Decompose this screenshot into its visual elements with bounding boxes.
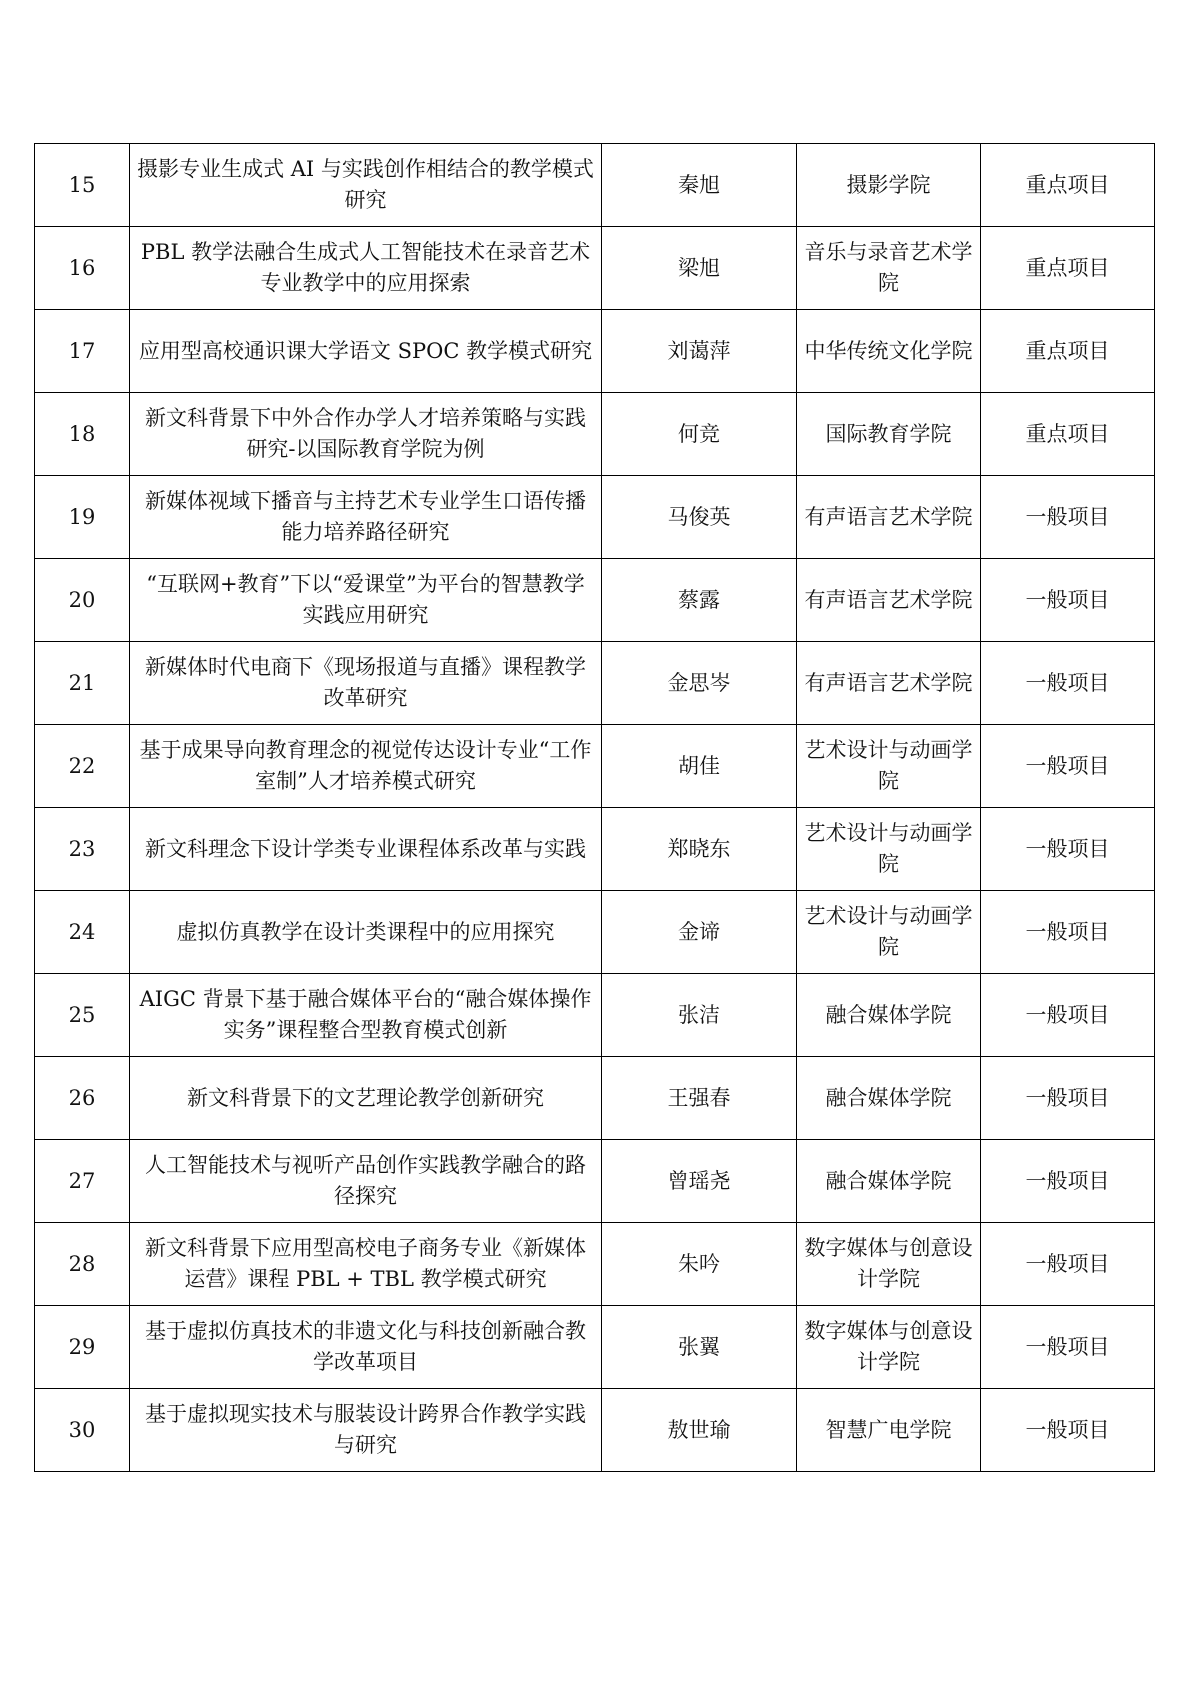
project-level: 一般项目 xyxy=(981,476,1155,559)
project-title: 基于虚拟仿真技术的非遗文化与科技创新融合教学改革项目 xyxy=(130,1306,602,1389)
table-row xyxy=(35,642,1155,725)
project-title: 虚拟仿真教学在设计类课程中的应用探究 xyxy=(130,891,602,974)
college-name: 艺术设计与动画学院 xyxy=(797,725,981,808)
row-number: 16 xyxy=(35,227,130,310)
project-leader: 朱吟 xyxy=(602,1223,797,1306)
row-number: 21 xyxy=(35,642,130,725)
project-title: 摄影专业生成式 AI 与实践创作相结合的教学模式研究 xyxy=(130,144,602,227)
row-number: 19 xyxy=(35,476,130,559)
project-title: AIGC 背景下基于融合媒体平台的“融合媒体操作实务”课程整合型教育模式创新 xyxy=(130,974,602,1057)
project-level: 重点项目 xyxy=(981,393,1155,476)
table-row xyxy=(35,1057,1155,1140)
table-row xyxy=(35,1389,1155,1472)
project-title: 基于虚拟现实技术与服装设计跨界合作教学实践与研究 xyxy=(130,1389,602,1472)
college-name: 融合媒体学院 xyxy=(797,1057,981,1140)
project-level: 一般项目 xyxy=(981,1140,1155,1223)
project-title: 新文科理念下设计学类专业课程体系改革与实践 xyxy=(130,808,602,891)
project-leader: 刘蔼萍 xyxy=(602,310,797,393)
project-leader: 秦旭 xyxy=(602,144,797,227)
project-table xyxy=(34,143,1155,1472)
row-number: 29 xyxy=(35,1306,130,1389)
project-level: 一般项目 xyxy=(981,1223,1155,1306)
table-row xyxy=(35,476,1155,559)
row-number: 26 xyxy=(35,1057,130,1140)
project-level: 一般项目 xyxy=(981,974,1155,1057)
project-title: 新文科背景下应用型高校电子商务专业《新媒体运营》课程 PBL + TBL 教学模式研究 xyxy=(130,1223,602,1306)
college-name: 国际教育学院 xyxy=(797,393,981,476)
project-leader: 敖世瑜 xyxy=(602,1389,797,1472)
college-name: 有声语言艺术学院 xyxy=(797,476,981,559)
project-level: 重点项目 xyxy=(981,227,1155,310)
table-row xyxy=(35,393,1155,476)
project-title: 基于成果导向教育理念的视觉传达设计专业“工作室制”人才培养模式研究 xyxy=(130,725,602,808)
table-row xyxy=(35,808,1155,891)
table-row xyxy=(35,1306,1155,1389)
project-level: 重点项目 xyxy=(981,144,1155,227)
row-number: 25 xyxy=(35,974,130,1057)
project-title: 应用型高校通识课大学语文 SPOC 教学模式研究 xyxy=(130,310,602,393)
project-leader: 张洁 xyxy=(602,974,797,1057)
table-row xyxy=(35,559,1155,642)
project-level: 一般项目 xyxy=(981,642,1155,725)
college-name: 音乐与录音艺术学院 xyxy=(797,227,981,310)
project-leader: 胡佳 xyxy=(602,725,797,808)
project-title: “互联网+教育”下以“爱课堂”为平台的智慧教学实践应用研究 xyxy=(130,559,602,642)
project-leader: 马俊英 xyxy=(602,476,797,559)
project-leader: 何竞 xyxy=(602,393,797,476)
table-body xyxy=(35,144,1155,1472)
project-title: 新媒体时代电商下《现场报道与直播》课程教学改革研究 xyxy=(130,642,602,725)
table-row xyxy=(35,891,1155,974)
college-name: 中华传统文化学院 xyxy=(797,310,981,393)
row-number: 17 xyxy=(35,310,130,393)
project-leader: 梁旭 xyxy=(602,227,797,310)
project-leader: 金谛 xyxy=(602,891,797,974)
project-leader: 王强春 xyxy=(602,1057,797,1140)
table-row xyxy=(35,227,1155,310)
project-level: 一般项目 xyxy=(981,559,1155,642)
college-name: 智慧广电学院 xyxy=(797,1389,981,1472)
college-name: 数字媒体与创意设计学院 xyxy=(797,1223,981,1306)
project-level: 重点项目 xyxy=(981,310,1155,393)
table-row xyxy=(35,1140,1155,1223)
project-title: 新文科背景下中外合作办学人才培养策略与实践研究-以国际教育学院为例 xyxy=(130,393,602,476)
row-number: 22 xyxy=(35,725,130,808)
table-row xyxy=(35,725,1155,808)
project-leader: 金思岑 xyxy=(602,642,797,725)
row-number: 18 xyxy=(35,393,130,476)
table-row xyxy=(35,310,1155,393)
project-leader: 曾瑶尧 xyxy=(602,1140,797,1223)
project-level: 一般项目 xyxy=(981,1306,1155,1389)
project-title: 人工智能技术与视听产品创作实践教学融合的路径探究 xyxy=(130,1140,602,1223)
college-name: 数字媒体与创意设计学院 xyxy=(797,1306,981,1389)
college-name: 有声语言艺术学院 xyxy=(797,642,981,725)
row-number: 30 xyxy=(35,1389,130,1472)
table-row xyxy=(35,1223,1155,1306)
project-level: 一般项目 xyxy=(981,725,1155,808)
college-name: 艺术设计与动画学院 xyxy=(797,891,981,974)
college-name: 艺术设计与动画学院 xyxy=(797,808,981,891)
project-leader: 蔡露 xyxy=(602,559,797,642)
project-leader: 张翼 xyxy=(602,1306,797,1389)
college-name: 摄影学院 xyxy=(797,144,981,227)
college-name: 融合媒体学院 xyxy=(797,1140,981,1223)
project-title: PBL 教学法融合生成式人工智能技术在录音艺术专业教学中的应用探索 xyxy=(130,227,602,310)
row-number: 27 xyxy=(35,1140,130,1223)
project-level: 一般项目 xyxy=(981,808,1155,891)
table-row xyxy=(35,144,1155,227)
row-number: 24 xyxy=(35,891,130,974)
project-leader: 郑晓东 xyxy=(602,808,797,891)
row-number: 23 xyxy=(35,808,130,891)
project-level: 一般项目 xyxy=(981,891,1155,974)
row-number: 15 xyxy=(35,144,130,227)
college-name: 融合媒体学院 xyxy=(797,974,981,1057)
table-row xyxy=(35,974,1155,1057)
project-level: 一般项目 xyxy=(981,1057,1155,1140)
project-level: 一般项目 xyxy=(981,1389,1155,1472)
row-number: 28 xyxy=(35,1223,130,1306)
project-title: 新文科背景下的文艺理论教学创新研究 xyxy=(130,1057,602,1140)
college-name: 有声语言艺术学院 xyxy=(797,559,981,642)
project-title: 新媒体视域下播音与主持艺术专业学生口语传播能力培养路径研究 xyxy=(130,476,602,559)
row-number: 20 xyxy=(35,559,130,642)
